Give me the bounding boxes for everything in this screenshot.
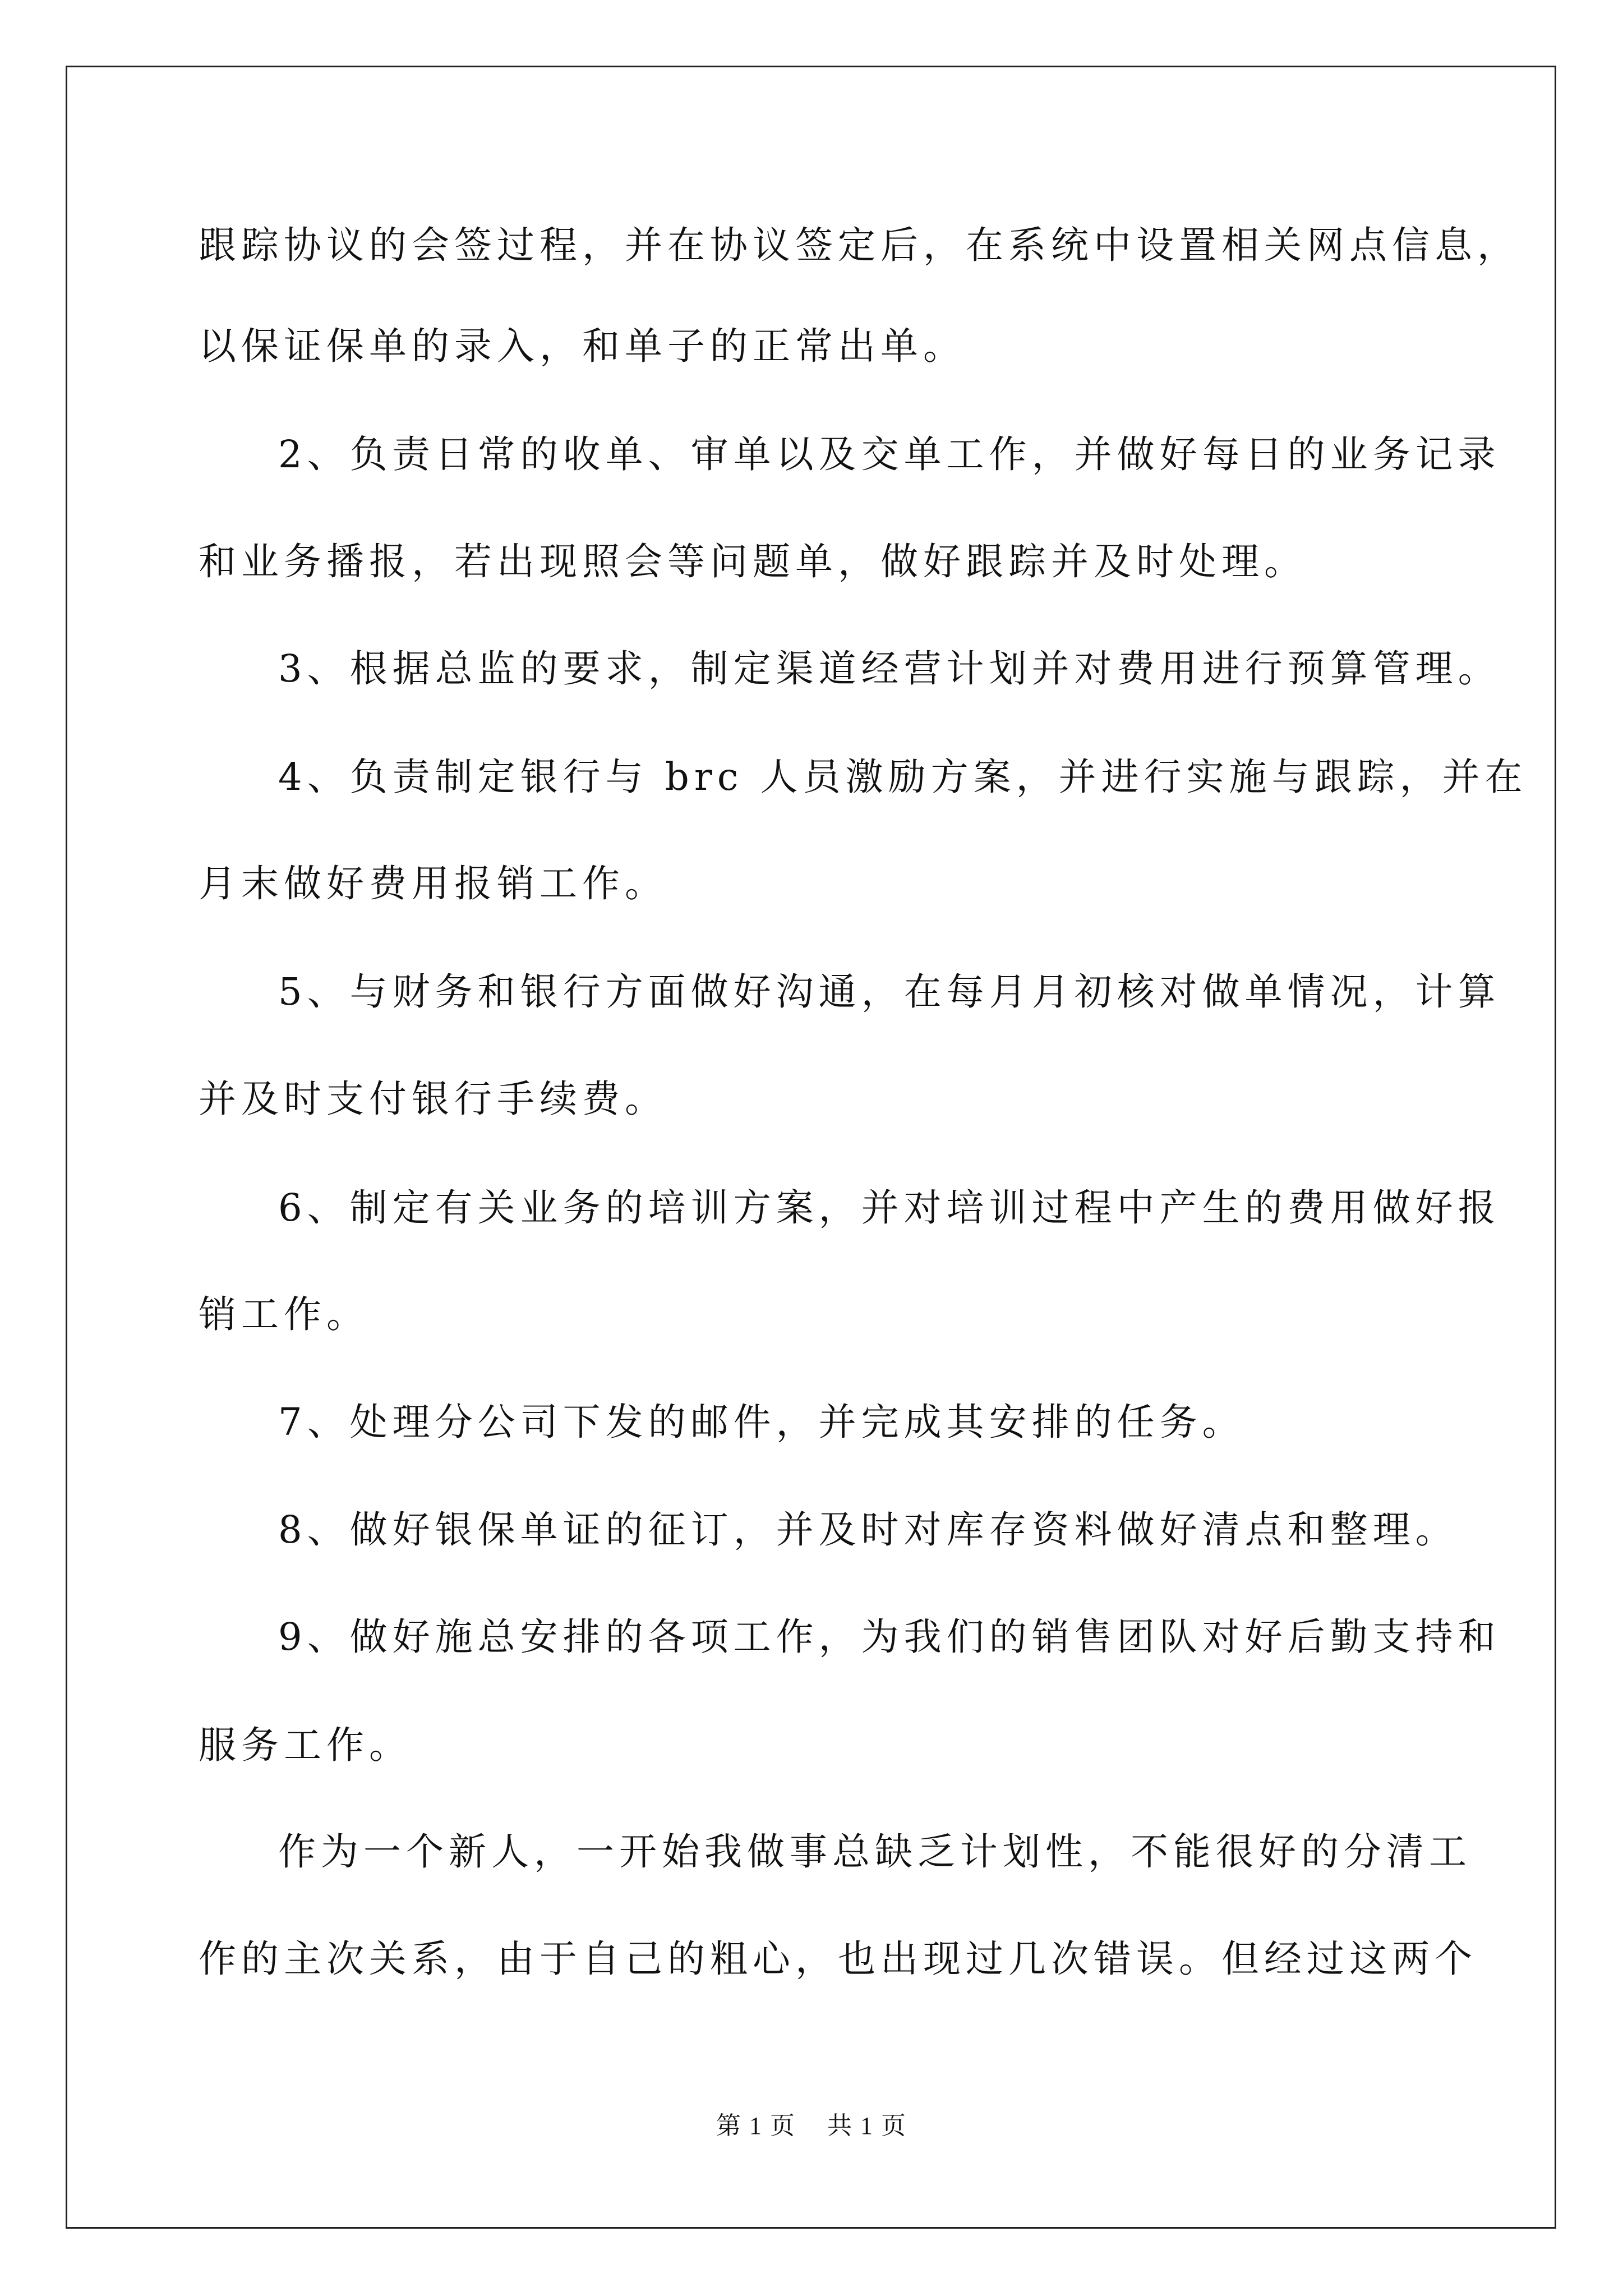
- text-line-17: 作的主次关系，由于自己的粗心，也出现过几次错误。但经过这两个: [199, 1937, 1477, 1981]
- text-line-12: 7、处理分公司下发的邮件，并完成其安排的任务。: [278, 1400, 1245, 1444]
- text-line-10: 6、制定有关业务的培训方案，并对培训过程中产生的费用做好报: [278, 1186, 1501, 1230]
- text-line-9: 并及时支付银行手续费。: [199, 1077, 667, 1121]
- text-line-14: 9、做好施总安排的各项工作，为我们的销售团队对好后勤支持和: [278, 1615, 1501, 1659]
- text-line-5: 3、根据总监的要求，制定渠道经营计划并对费用进行预算管理。: [278, 647, 1501, 691]
- text-line-3: 2、负责日常的收单、审单以及交单工作，并做好每日的业务记录: [278, 432, 1501, 476]
- text-line-11: 销工作。: [199, 1292, 369, 1336]
- text-line-4: 和业务播报，若出现照会等问题单，做好跟踪并及时处理。: [199, 540, 1307, 583]
- page-border: [66, 66, 1556, 2229]
- page-total: 共 1 页: [827, 2112, 907, 2139]
- text-line-13: 8、做好银保单证的征订，并及时对库存资料做好清点和整理。: [278, 1508, 1458, 1552]
- page-footer: [0, 2109, 1623, 2143]
- text-line-6: 4、负责制定银行与 brc 人员激励方案，并进行实施与跟踪，并在: [278, 755, 1528, 799]
- text-line-7: 月末做好费用报销工作。: [199, 862, 667, 905]
- text-line-1: 跟踪协议的会签过程，并在协议签定后，在系统中设置相关网点信息，: [199, 223, 1520, 267]
- text-line-16: 作为一个新人，一开始我做事总缺乏计划性，不能很好的分清工: [278, 1830, 1472, 1874]
- text-line-15: 服务工作。: [199, 1723, 412, 1767]
- text-line-2: 以保证保单的录入，和单子的正常出单。: [199, 324, 966, 368]
- text-line-8: 5、与财务和银行方面做好沟通，在每月月初核对做单情况，计算: [278, 970, 1501, 1014]
- page-number: 第 1 页: [716, 2112, 796, 2139]
